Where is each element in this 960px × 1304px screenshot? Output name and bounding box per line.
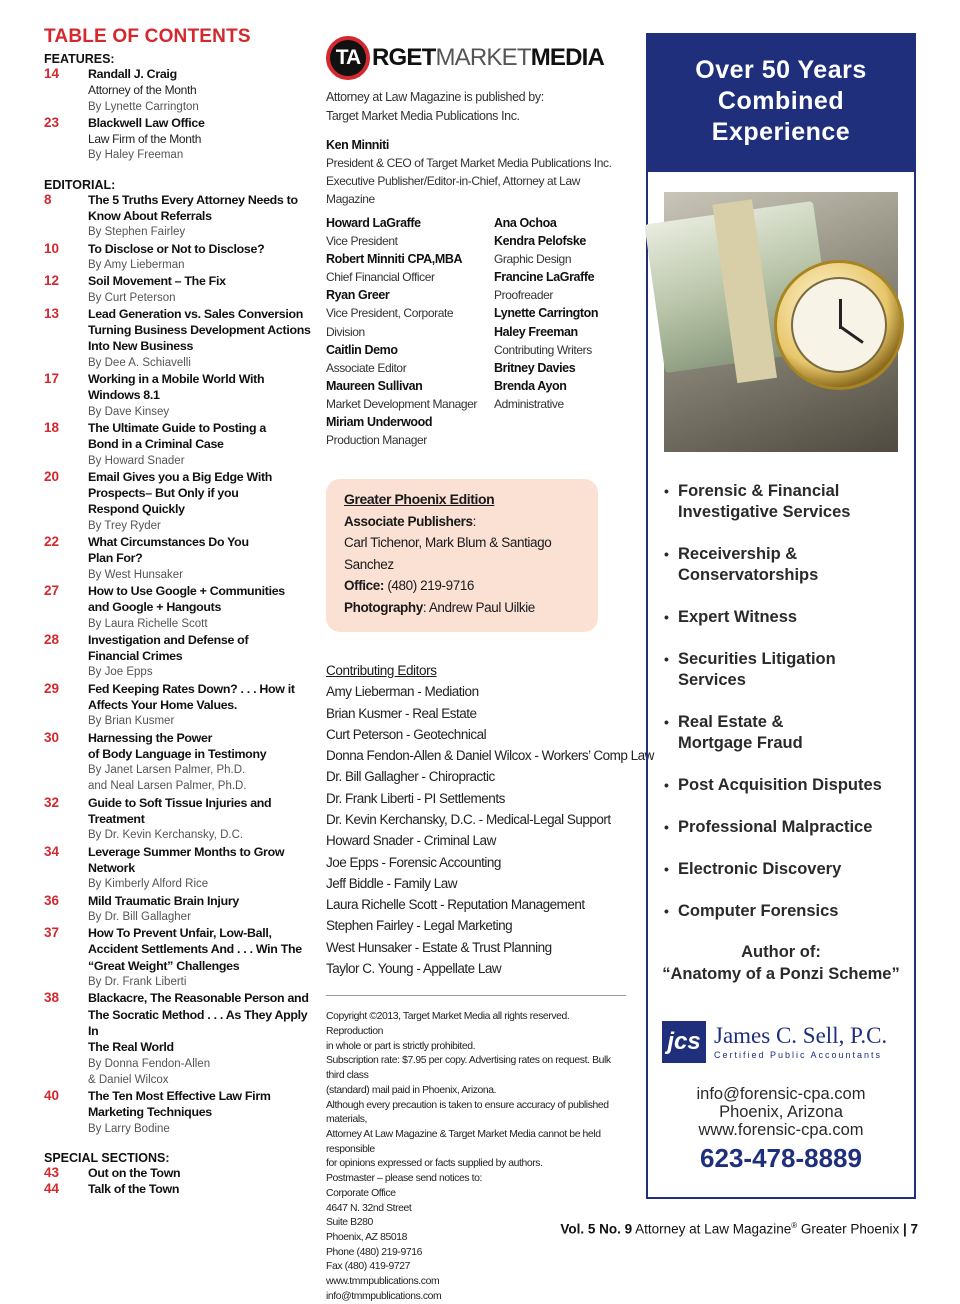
toc-entry[interactable]: [44, 1088, 316, 1137]
toc-author: By Dave Kinsey: [88, 405, 170, 418]
legal-line: 4647 N. 32nd Street: [326, 1202, 412, 1214]
legal-line: Although every precaution is taken to ensure accuracy of published materials,: [326, 1099, 609, 1126]
bullet-icon: •: [664, 777, 669, 793]
toc-article-title: Randall J. Craig: [88, 67, 177, 81]
toc-entry[interactable]: [44, 681, 316, 730]
staff-role: Administrative: [494, 396, 564, 411]
service-line: Securities Litigation: [678, 650, 836, 668]
associate-publishers-names: Carl Tichenor, Mark Blum & Santiago Sanchez: [344, 535, 552, 572]
toc-page-number: 30: [44, 729, 60, 745]
contributing-editor: Dr. Frank Liberti - PI Settlements: [326, 790, 505, 806]
toc-article-title: Prospects– But Only if you: [88, 486, 239, 501]
staff-column-right: [494, 214, 624, 449]
firm-name: James C. Sell, P.C.: [714, 1023, 888, 1048]
bullet-icon: •: [664, 714, 669, 730]
legal-line: Phone (480) 219-9716: [326, 1246, 422, 1258]
toc-entry[interactable]: [44, 893, 316, 926]
toc-entry-body: [88, 241, 316, 274]
toc-entry-body: [88, 1181, 316, 1197]
office-line: [344, 575, 580, 597]
toc-author: By Haley Freeman: [88, 149, 184, 162]
toc-page-number: 12: [44, 273, 60, 289]
toc-article-title: Treatment: [88, 812, 145, 827]
toc-entry-body: [88, 1088, 316, 1137]
contributing-editor: Brian Kusmer - Real Estate: [326, 705, 477, 721]
toc-article-title: The Ultimate Guide to Posting a: [88, 420, 266, 435]
logo-mark: TA: [326, 36, 370, 80]
ad-phone[interactable]: 623-478-8889: [700, 1143, 862, 1173]
masthead: [326, 32, 654, 1304]
edition-name: Greater Phoenix: [797, 1221, 900, 1237]
legal-line: Suite B280: [326, 1217, 373, 1229]
toc-page-number: 10: [44, 240, 60, 256]
advertisement: [646, 33, 916, 1199]
toc-article-title: Leverage Summer Months to Grow: [88, 844, 285, 859]
toc-article-title: Network: [88, 860, 135, 875]
toc-author: By Joe Epps: [88, 666, 153, 679]
registered-mark: ®: [791, 1221, 798, 1230]
toc-article-title: Blackacre, The Reasonable Person and: [88, 991, 309, 1006]
service-text: [678, 775, 882, 796]
toc-entry[interactable]: [44, 115, 316, 164]
toc-entry-body: [88, 681, 316, 730]
toc-article-title: Respond Quickly: [88, 502, 185, 517]
service-line: Post Acquisition Disputes: [678, 776, 882, 794]
ad-headline-line: Over 50 Years: [695, 56, 867, 84]
page-number: 7: [910, 1221, 918, 1237]
service-line: Services: [678, 671, 746, 689]
toc-entry-body: [88, 115, 316, 164]
toc-entry[interactable]: [44, 1181, 316, 1197]
toc-author: By Laura Richelle Scott: [88, 617, 208, 630]
toc-entry[interactable]: [44, 534, 316, 583]
toc-entry[interactable]: [44, 241, 316, 274]
toc-article-title: Plan For?: [88, 551, 143, 566]
photography-label: Photography: [344, 599, 423, 615]
services-list: [664, 481, 910, 943]
legal-line: (standard) mail paid in Phoenix, Arizona.: [326, 1084, 497, 1096]
toc-entry-body: [88, 795, 316, 844]
toc-article-title: Soil Movement – The Fix: [88, 274, 226, 289]
toc-article-title: Accident Settlements And . . . Win The: [88, 942, 302, 957]
book-title: “Anatomy of a Ponzi Scheme”: [662, 965, 900, 983]
toc-article-title: “Great Weight” Challenges: [88, 958, 240, 973]
contributing-editor: Dr. Bill Gallagher - Chiropractic: [326, 769, 495, 785]
toc-title: TABLE OF CONTENTS: [44, 26, 251, 47]
toc-author: By Amy Lieberman: [88, 258, 185, 271]
toc-editorial-list: [44, 192, 316, 1137]
toc-article-title: Turning Business Development Actions: [88, 323, 311, 338]
toc-article-title: How To Prevent Unfair, Low-Ball,: [88, 926, 272, 941]
staff-column-left: [326, 214, 494, 449]
toc-author: and Neal Larsen Palmer, Ph.D.: [88, 780, 247, 793]
service-line: Receivership &: [678, 545, 798, 563]
toc-entry-body: [88, 66, 316, 115]
staff-role: Graphic Design: [494, 252, 572, 267]
staff-name: Miriam Underwood: [326, 415, 433, 430]
toc-entry[interactable]: [44, 469, 316, 534]
legal-line: for opinions expressed or facts supplied by authors.: [326, 1158, 543, 1170]
toc-article-title: Blackwell Law Office: [88, 115, 205, 130]
toc-page-number: 8: [44, 191, 52, 207]
logo-word-3: MEDIA: [530, 44, 605, 71]
watch-hand: [839, 325, 864, 344]
toc-page-number: 27: [44, 582, 60, 598]
service-line: Electronic Discovery: [678, 860, 842, 878]
toc-article-title: Harnessing the Power: [88, 730, 213, 745]
toc-page-number: 14: [44, 66, 60, 81]
contributing-editor: Curt Peterson - Geotechnical: [326, 726, 487, 742]
bullet-icon: •: [664, 903, 669, 919]
toc-entry[interactable]: [44, 192, 316, 241]
toc-article-title: Guide to Soft Tissue Injuries and: [88, 795, 272, 810]
publisher-name: Target Market Media Publications Inc.: [326, 109, 520, 123]
contributing-editor: Howard Snader - Criminal Law: [326, 833, 496, 849]
legal-line: Postmaster – please send notices to:: [326, 1173, 482, 1185]
watch-face: [791, 277, 887, 373]
toc-page-number: 29: [44, 680, 60, 696]
ad-contact: [648, 1085, 914, 1139]
toc-entry-body: [88, 192, 316, 241]
toc-article-title: Investigation and Defense of: [88, 632, 249, 647]
toc-page-number: 13: [44, 305, 60, 321]
contributing-editor: Taylor C. Young - Appellate Law: [326, 961, 502, 977]
service-text: [678, 817, 872, 838]
contributing-editors-list: [326, 681, 654, 979]
staff-name: Caitlin Demo: [326, 342, 398, 357]
contributing-editor: Amy Lieberman - Mediation: [326, 684, 479, 700]
toc-article-title: and Google + Hangouts: [88, 600, 222, 615]
ceo-role: Executive Publisher/Editor-in-Chief, Attorney at Law Magazine: [326, 174, 580, 206]
service-line: Mortgage Fraud: [678, 734, 803, 752]
service-line: Forensic & Financial: [678, 482, 840, 500]
toc-entry[interactable]: [44, 925, 316, 990]
contributing-editor: Joe Epps - Forensic Accounting: [326, 854, 501, 870]
service-item: [664, 901, 910, 922]
legal-line: Attorney At Law Magazine & Target Market Media cannot be held responsible: [326, 1129, 601, 1155]
toc-entry[interactable]: [44, 1165, 316, 1181]
photography-value: : Andrew Paul Uilkie: [422, 599, 535, 615]
bullet-icon: •: [664, 609, 669, 625]
service-text: [678, 649, 836, 691]
toc-article-title: of Body Language in Testimony: [88, 746, 267, 761]
staff-name: Ana Ochoa: [494, 216, 557, 230]
legal-line: www.tmmpublications.com: [326, 1276, 440, 1288]
toc-author: By Janet Larsen Palmer, Ph.D.: [88, 764, 246, 777]
toc-entry-body: [88, 925, 316, 990]
service-item: [664, 544, 910, 586]
staff-name: Haley Freeman: [494, 324, 578, 339]
ad-headline: [648, 35, 914, 172]
toc-article-title: Talk of the Town: [88, 1182, 180, 1197]
toc-article-title: Mild Traumatic Brain Injury: [88, 893, 239, 908]
service-line: Expert Witness: [678, 608, 798, 626]
toc-author: By Dr. Kevin Kerchansky, D.C.: [88, 829, 244, 842]
ceo-name: Ken Minniti: [326, 138, 389, 152]
toc-page-number: 44: [44, 1181, 60, 1197]
logo-wordmark: [372, 44, 604, 72]
toc-entry[interactable]: [44, 844, 316, 893]
toc-article-title: Fed Keeping Rates Down? . . . How it: [88, 681, 295, 696]
legal-line: Fax (480) 419-9727: [326, 1261, 411, 1273]
service-text: [678, 481, 850, 523]
toc-page-number: 23: [44, 114, 60, 130]
toc-article-title: Windows 8.1: [88, 388, 160, 403]
staff-role: Associate Editor: [326, 360, 407, 375]
toc-entry-body: [88, 632, 316, 681]
toc-page-number: 17: [44, 371, 60, 387]
service-item: [664, 859, 910, 880]
ad-headline-line: Experience: [711, 118, 851, 146]
edition-box: [326, 479, 598, 632]
office-value: (480) 219-9716: [383, 578, 475, 594]
staff-role: Division: [326, 324, 365, 339]
toc-page-number: 34: [44, 843, 60, 859]
logo-word-1: RGET: [372, 44, 436, 71]
staff-name: Maureen Sullivan: [326, 378, 423, 393]
toc-article-title: Lead Generation vs. Sales Conversion: [88, 306, 304, 321]
toc-features-list: [44, 66, 316, 164]
target-market-media-logo: [326, 32, 626, 84]
service-item: [664, 817, 910, 838]
toc-author: By Curt Peterson: [88, 291, 176, 304]
toc-article-title: Affects Your Home Values.: [88, 697, 238, 712]
toc-page-number: 43: [44, 1165, 60, 1180]
service-item: [664, 607, 910, 628]
legal-notice: [326, 1010, 626, 1304]
staff-name: Francine LaGraffe: [494, 270, 595, 285]
contributing-editor: Donna Fendon-Allen & Daniel Wilcox - Workers’ Comp Law: [326, 748, 654, 764]
contributing-editors-title: Contributing Editors: [326, 663, 437, 679]
contributing-editors: [326, 660, 654, 979]
service-text: [678, 712, 803, 754]
toc-entry-body: [88, 1165, 316, 1181]
staff-name: Lynette Carrington: [494, 306, 599, 321]
volume-issue: Vol. 5 No. 9: [560, 1221, 633, 1237]
toc-author: By Kimberly Alford Rice: [88, 878, 209, 891]
author-block: [648, 941, 914, 985]
toc-article-title: Working in a Mobile World With: [88, 372, 265, 387]
toc-entry-body: [88, 420, 316, 469]
staff-role: Market Development Manager: [326, 396, 478, 411]
toc-page-number: 37: [44, 925, 60, 941]
toc-description: Law Firm of the Month: [88, 132, 202, 147]
toc-article-title: To Disclose or Not to Disclose?: [88, 241, 265, 256]
magazine-name: Attorney at Law Magazine: [632, 1221, 792, 1237]
toc-article-title: Email Gives you a Big Edge With: [88, 469, 273, 484]
assoc-colon: :: [472, 513, 476, 529]
toc-page-number: 22: [44, 534, 60, 550]
toc-author: By Dr. Frank Liberti: [88, 976, 187, 989]
office-label: Office:: [344, 578, 384, 594]
toc-page-number: 28: [44, 631, 60, 647]
service-text: [678, 859, 841, 880]
service-line: Investigative Services: [678, 503, 851, 521]
service-item: [664, 775, 910, 796]
edition-title: Greater Phoenix Edition: [344, 491, 495, 508]
table-of-contents: [44, 26, 316, 1198]
service-line: Real Estate &: [678, 713, 784, 731]
toc-article-title: Marketing Techniques: [88, 1105, 212, 1120]
ceo-block: [326, 136, 626, 208]
service-item: [664, 649, 910, 691]
toc-page-number: 40: [44, 1088, 60, 1104]
toc-entry-body: [88, 583, 316, 632]
toc-article-title: Financial Crimes: [88, 649, 183, 664]
service-line: Conservatorships: [678, 566, 819, 584]
photography-line: [344, 597, 580, 619]
bullet-icon: •: [664, 546, 669, 562]
toc-entry[interactable]: [44, 371, 316, 420]
toc-entry[interactable]: [44, 632, 316, 681]
staff-list: [326, 214, 626, 449]
firm-name-block: [714, 1024, 887, 1060]
toc-article-title: The Real World: [88, 1040, 174, 1055]
published-by: [326, 88, 626, 126]
toc-author: By West Hunsaker: [88, 568, 184, 581]
bullet-icon: •: [664, 651, 669, 667]
toc-author: By Brian Kusmer: [88, 715, 175, 728]
service-item: [664, 481, 910, 523]
toc-article-title: The 5 Truths Every Attorney Needs to: [88, 192, 298, 207]
toc-entry-body: [88, 730, 316, 795]
staff-role: Chief Financial Officer: [326, 270, 435, 285]
contributing-editor: Dr. Kevin Kerchansky, D.C. - Medical-Legal Support: [326, 812, 611, 827]
ad-city: Phoenix, Arizona: [719, 1103, 843, 1121]
toc-author: By Howard Snader: [88, 454, 185, 467]
toc-article-title: Into New Business: [88, 339, 194, 354]
toc-author: By Lynette Carrington: [88, 100, 199, 113]
staff-name: Kendra Pelofske: [494, 234, 586, 249]
toc-special-heading: SPECIAL SECTIONS:: [44, 1151, 170, 1165]
toc-entry-body: [88, 306, 316, 371]
toc-entry-body: [88, 469, 316, 534]
firm-subtitle: Certified Public Accountants: [714, 1050, 883, 1060]
staff-name: Robert Minniti CPA,MBA: [326, 252, 463, 267]
legal-line: info@tmmpublications.com: [326, 1290, 442, 1302]
author-label: Author of:: [741, 943, 821, 961]
toc-features-heading: FEATURES:: [44, 52, 115, 66]
toc-article-title: Bond in a Criminal Case: [88, 437, 224, 452]
pocket-watch-money-photo: [664, 192, 898, 452]
jcs-logo-mark: jcs: [662, 1021, 706, 1063]
bullet-icon: •: [664, 861, 669, 877]
pocket-watch-image: [774, 260, 904, 390]
staff-role: Vice President, Corporate: [326, 306, 454, 321]
footer-separator: |: [899, 1221, 911, 1237]
toc-entry[interactable]: [44, 420, 316, 469]
toc-page-number: 18: [44, 419, 60, 435]
ad-website[interactable]: www.forensic-cpa.com: [698, 1121, 864, 1139]
logo-word-2: MARKET: [435, 44, 531, 71]
toc-special-list: [44, 1165, 316, 1198]
staff-role: Proofreader: [494, 288, 553, 303]
staff-role: Vice President: [326, 234, 398, 249]
published-by-line: Attorney at Law Magazine is published by:: [326, 90, 544, 104]
bullet-icon: •: [664, 483, 669, 499]
service-text: [678, 901, 838, 922]
toc-author: By Trey Ryder: [88, 519, 161, 532]
toc-article-title: Out on the Town: [88, 1166, 181, 1180]
legal-line: Phoenix, AZ 85018: [326, 1231, 408, 1243]
toc-entry[interactable]: [44, 66, 316, 115]
ad-headline-line: Combined: [717, 87, 845, 115]
toc-entry-body: [88, 273, 316, 306]
toc-entry-body: [88, 371, 316, 420]
toc-entry[interactable]: [44, 730, 316, 795]
staff-name: Ryan Greer: [326, 288, 390, 303]
toc-entry[interactable]: [44, 306, 316, 371]
toc-entry-body: [88, 893, 316, 926]
associate-publishers-label: [344, 511, 580, 533]
service-text: [678, 544, 818, 586]
contributing-editor: Stephen Fairley - Legal Marketing: [326, 918, 513, 934]
staff-name: Howard LaGraffe: [326, 216, 421, 230]
toc-author: By Larry Bodine: [88, 1122, 170, 1135]
legal-line: Subscription rate: $7.95 per copy. Advertising rates on request. Bulk third class: [326, 1055, 611, 1082]
contributing-editor: Laura Richelle Scott - Reputation Management: [326, 897, 585, 913]
money-band: [712, 199, 777, 383]
legal-line: Corporate Office: [326, 1187, 396, 1199]
toc-page-number: 38: [44, 990, 60, 1006]
toc-entry[interactable]: [44, 795, 316, 844]
divider: [326, 995, 626, 996]
legal-line: Copyright ©2013, Target Market Media all rights reserved. Reproduction: [326, 1011, 570, 1038]
staff-name: Britney Davies: [494, 360, 576, 375]
toc-entry-body: [88, 844, 316, 893]
assoc-label: Associate Publishers: [344, 513, 473, 529]
service-text: [678, 607, 797, 628]
toc-article-title: Know About Referrals: [88, 209, 212, 224]
ceo-role: President & CEO of Target Market Media Publications Inc.: [326, 156, 612, 170]
toc-article-title: What Circumstances Do You: [88, 535, 249, 550]
toc-author: By Donna Fendon-Allen: [88, 1057, 211, 1070]
service-line: Professional Malpractice: [678, 818, 873, 836]
toc-page-number: 36: [44, 892, 60, 908]
toc-article-title: The Ten Most Effective Law Firm: [88, 1089, 271, 1104]
toc-entry-body: [88, 534, 316, 583]
toc-page-number: 32: [44, 794, 60, 810]
service-line: Computer Forensics: [678, 902, 839, 920]
toc-author: & Daniel Wilcox: [88, 1073, 169, 1086]
toc-description: Attorney of the Month: [88, 83, 197, 98]
service-item: [664, 712, 910, 754]
toc-entry[interactable]: [44, 583, 316, 632]
toc-article-title: The Socratic Method . . . As They Apply In: [88, 1007, 308, 1038]
legal-line: in whole or part is strictly prohibited.: [326, 1040, 476, 1052]
staff-name: Brenda Ayon: [494, 378, 567, 393]
contributing-editor: West Hunsaker - Estate & Trust Planning: [326, 939, 552, 955]
staff-role: Contributing Writers: [494, 342, 592, 357]
toc-author: By Stephen Fairley: [88, 226, 186, 239]
toc-entry[interactable]: [44, 990, 316, 1088]
toc-page-number: 20: [44, 468, 60, 484]
ad-email[interactable]: info@forensic-cpa.com: [696, 1085, 866, 1103]
page-footer: [560, 1221, 918, 1237]
contributing-editor: Jeff Biddle - Family Law: [326, 875, 458, 891]
bullet-icon: •: [664, 819, 669, 835]
staff-role: Production Manager: [326, 433, 427, 448]
toc-article-title: How to Use Google + Communities: [88, 583, 285, 598]
toc-author: By Dr. Bill Gallagher: [88, 910, 191, 923]
toc-entry[interactable]: [44, 273, 316, 306]
toc-editorial-heading: EDITORIAL:: [44, 177, 116, 192]
toc-entry-body: [88, 990, 316, 1088]
jcs-logo: [662, 1021, 887, 1063]
toc-author: By Dee A. Schiavelli: [88, 356, 191, 369]
